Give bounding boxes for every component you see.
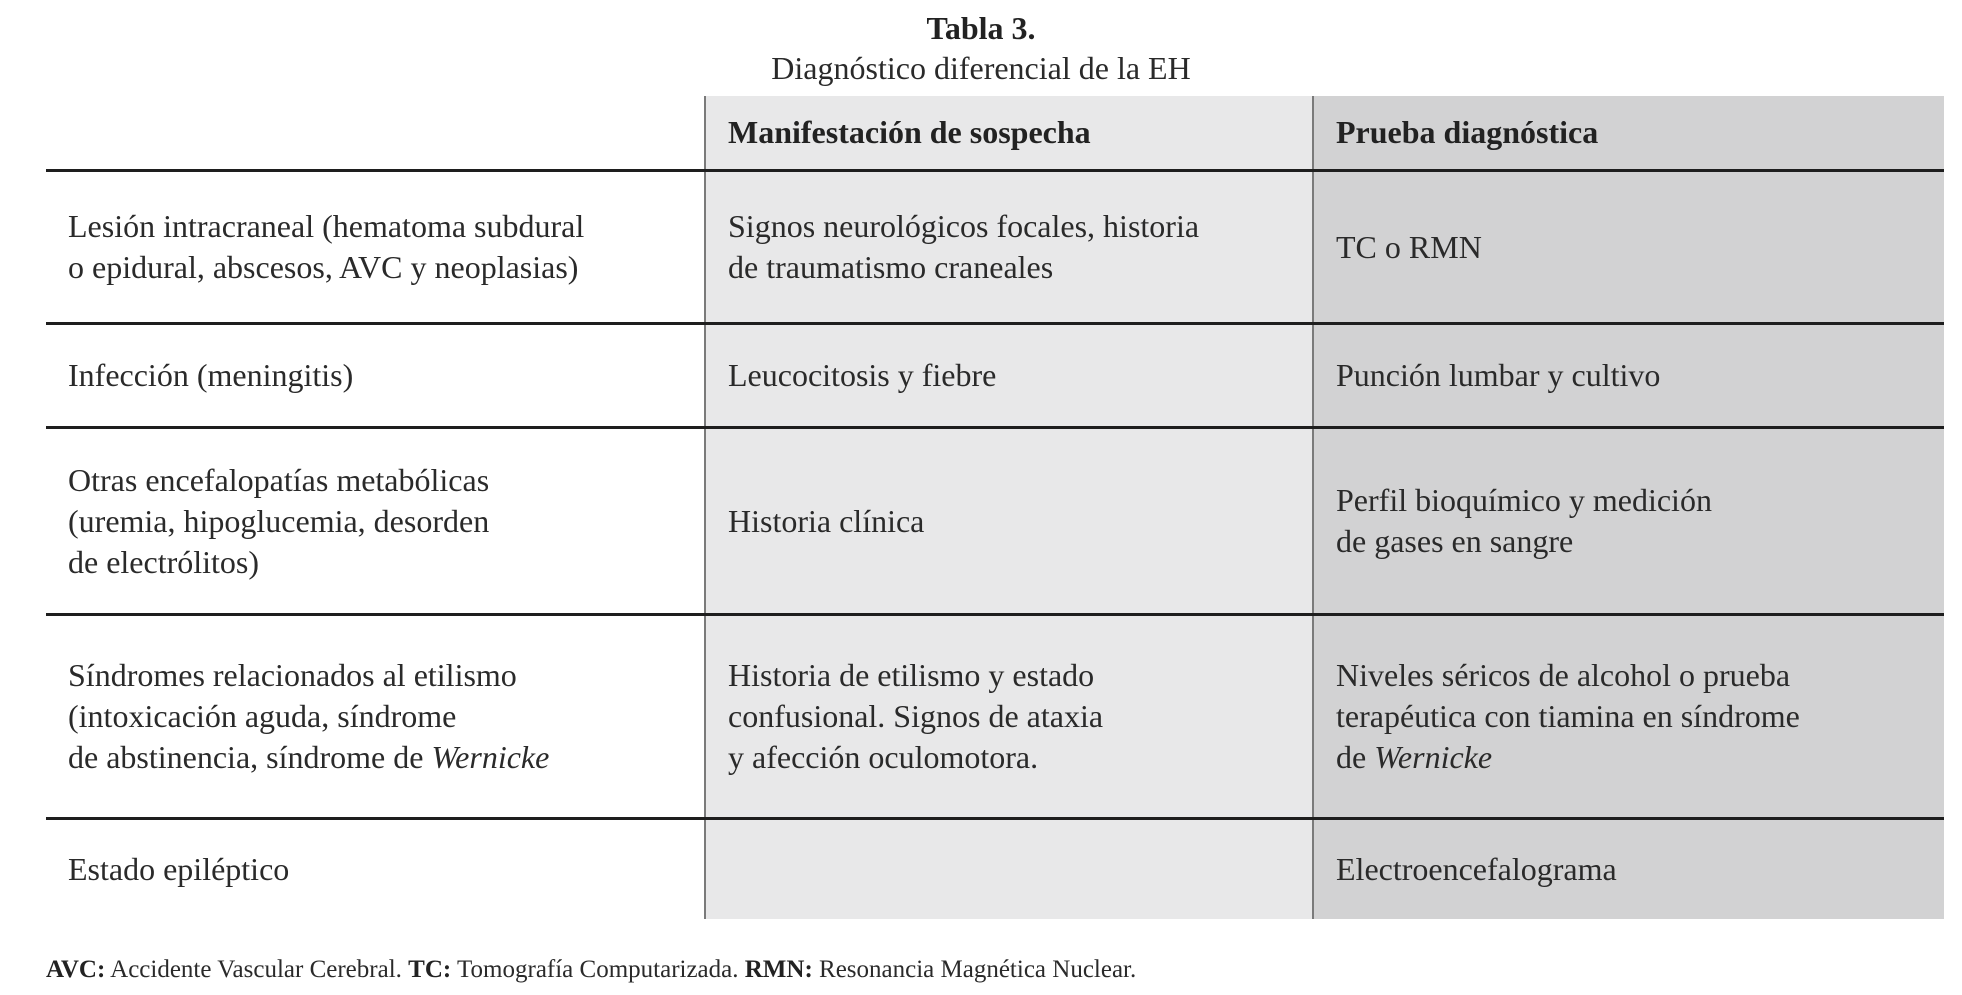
cell-line: de gases en sangre <box>1336 523 1574 559</box>
cell-line: y afección oculomotora. <box>728 739 1039 775</box>
cell-line: Otras encefalopatías metabólicas <box>68 461 490 498</box>
header-test: Prueba diagnóstica <box>1313 96 1944 171</box>
cell-line: terapéutica con tiamina en síndrome <box>1336 698 1800 734</box>
cell-line: (uremia, hipoglucemia, desorden <box>68 502 490 539</box>
cell-test <box>1313 615 1944 819</box>
cell-line: o epidural, abscesos, AVC y neoplasias) <box>68 249 579 285</box>
cell-line: Infección (meningitis) <box>68 357 354 393</box>
table-caption <box>0 8 1962 88</box>
table-header-row <box>46 96 1944 171</box>
cell-line: (intoxicación aguda, síndrome <box>68 698 457 734</box>
cell-condition <box>46 428 705 615</box>
table-title: Tabla 3. <box>926 10 1036 46</box>
cell-line: de abstinencia, síndrome de <box>68 739 432 775</box>
cell-line: Lesión intracraneal (hematoma subdural <box>68 208 585 244</box>
cell-condition <box>46 819 705 919</box>
table-row <box>46 428 1944 615</box>
cell-line: Electroencefalograma <box>1336 850 1617 887</box>
cell-line: TC o RMN <box>1336 228 1482 265</box>
cell-line: de <box>1336 739 1375 775</box>
cell-test <box>1313 324 1944 428</box>
cell-test <box>1313 428 1944 615</box>
cell-line: Niveles séricos de alcohol o prueba <box>1336 657 1791 693</box>
cell-line: de electrólitos) <box>68 543 260 580</box>
header-condition <box>46 96 705 171</box>
footnote-text-tc: Tomografía Computarizada. <box>451 956 745 983</box>
cell-test <box>1313 819 1944 919</box>
cell-italic-term: Wernicke <box>431 739 550 775</box>
cell-line: Leucocitosis y fiebre <box>728 357 997 393</box>
footnote-text-rmn: Resonancia Magnética Nuclear. <box>812 956 1137 983</box>
table-row <box>46 819 1944 919</box>
footnote-text-avc: Accidente Vascular Cerebral. <box>105 956 409 983</box>
table-row <box>46 615 1944 819</box>
cell-manifestation <box>705 324 1313 428</box>
table-row <box>46 324 1944 428</box>
cell-line: Signos neurológicos focales, historia <box>728 208 1200 244</box>
cell-line: Estado epiléptico <box>68 850 290 887</box>
table-row <box>46 171 1944 324</box>
cell-manifestation <box>705 428 1313 615</box>
cell-manifestation <box>705 819 1313 919</box>
cell-italic-term: Wernicke <box>1374 739 1493 775</box>
cell-condition <box>46 171 705 324</box>
cell-line: Perfil bioquímico y medición <box>1336 482 1712 518</box>
footnote-abbr-rmn: RMN: <box>744 956 813 983</box>
cell-line: confusional. Signos de ataxia <box>728 698 1104 734</box>
cell-line: Síndromes relacionados al etilismo <box>68 657 517 693</box>
cell-line: Historia clínica <box>728 502 925 539</box>
cell-manifestation <box>705 171 1313 324</box>
table-subtitle: Diagnóstico diferencial de la EH <box>771 50 1191 86</box>
header-manifestation: Manifestación de sospecha <box>705 96 1313 171</box>
footnote-abbr-tc: TC: <box>408 956 452 983</box>
cell-test <box>1313 171 1944 324</box>
cell-condition <box>46 324 705 428</box>
table-footnote <box>46 954 1136 986</box>
cell-line: Historia de etilismo y estado <box>728 657 1095 693</box>
differential-diagnosis-table <box>46 96 1944 919</box>
footnote-abbr-avc: AVC: <box>46 956 106 983</box>
cell-line: de traumatismo craneales <box>728 249 1054 285</box>
cell-manifestation <box>705 615 1313 819</box>
cell-line: Punción lumbar y cultivo <box>1336 357 1661 393</box>
cell-condition <box>46 615 705 819</box>
